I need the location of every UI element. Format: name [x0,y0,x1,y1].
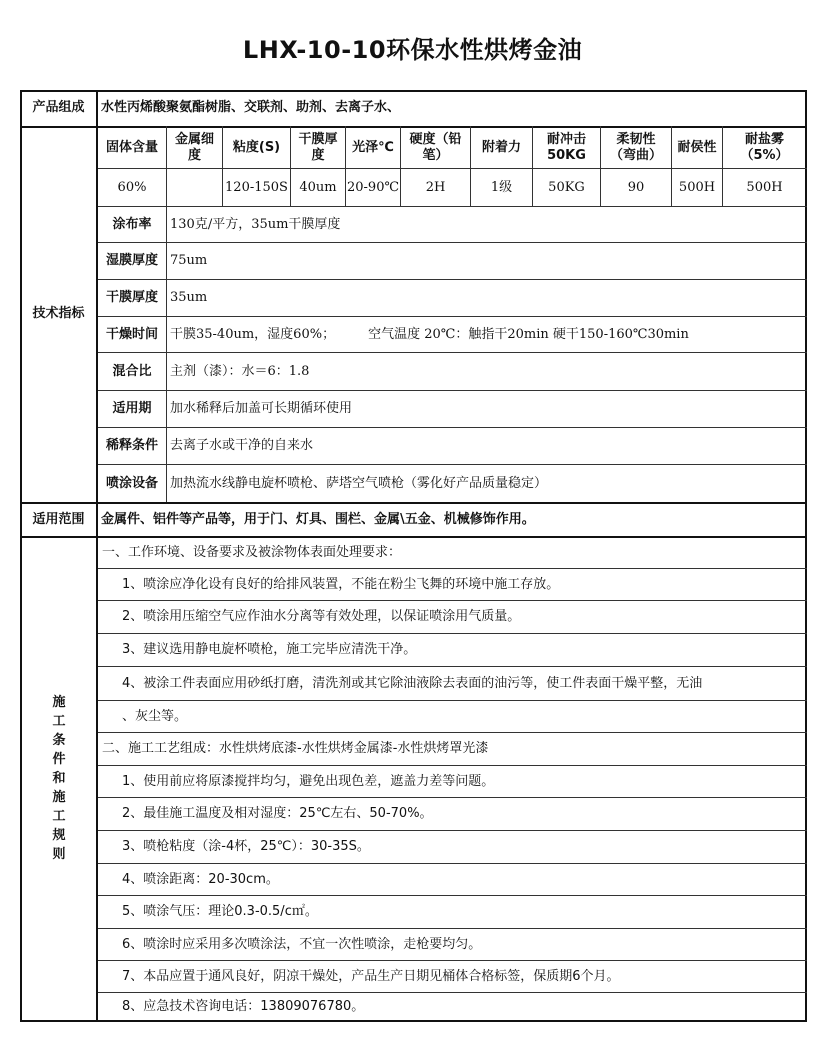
scope-label: 适用范围 [32,511,85,527]
tech-header: 耐冲击50KG [546,131,586,163]
tech-header: 干膜厚度 [298,131,338,163]
scope-value: 金属件、铝件等产品等，用于门、灯具、围栏、金属\五金、机械修饰作用。 [101,511,535,527]
tech-row-value: 35um [170,290,208,305]
tech-value: 20-90℃ [346,179,400,195]
tech-value: 500H [678,179,716,195]
rules-line: 1、喷涂应净化设有良好的给排风装置，不能在粉尘飞舞的环境中施工存放。 [122,576,560,592]
tech-row-label: 混合比 [112,363,152,379]
composition-label: 产品组成 [32,100,85,115]
rules-line: 二、施工工艺组成：水性烘烤底漆-水性烘烤金属漆-水性烘烤罩光漆 [102,741,489,756]
tech-row-value: 加热流水线静电旋杯喷枪、萨塔空气喷枪（雾化好产品质量稳定） [170,475,548,491]
tech-header: 粘度(S) [232,139,281,155]
tech-value: 2H [425,179,446,195]
tech-row-label: 稀释条件 [105,438,158,453]
rules-line: 、灰尘等。 [122,708,188,724]
document-title: LHX-10-10环保水性烘烤金油 [242,36,583,64]
rules-line: 4、被涂工件表面应用砂纸打磨，清洗剂或其它除油液除去表面的油污等，使工件表面干燥平整，无油 [122,675,703,691]
tech-value: 50KG [548,179,585,195]
rules-label: 施工条件和施工规则 [52,695,66,862]
tech-value: 40um [299,179,337,195]
composition-value: 水性丙烯酸聚氨酯树脂、交联剂、助剂、去离子水、 [101,100,401,115]
tech-row-label: 干膜厚度 [105,290,158,305]
tech-row-value: 主剂（漆）：水＝6：1.8 [170,363,310,379]
tech-row-label: 适用期 [112,401,152,416]
tech-header: 耐侯性 [677,139,717,155]
tech-row-label: 干燥时间 [105,326,158,342]
tech-row-value: 75um [170,253,208,268]
rules-line: 8、应急技术咨询电话：13809076780。 [122,999,365,1014]
rules-line: 4、喷涂距离：20-30cm。 [122,871,279,887]
tech-row-value: 加水稀释后加盖可长期循环使用 [170,401,353,416]
tech-header: 附着力 [481,139,521,155]
tech-value: 120-150S [225,179,288,195]
tech-header: 光泽℃ [352,139,394,155]
tech-header: 硬度（铅笔） [409,131,462,163]
tech-row-label: 喷涂设备 [105,475,158,491]
tech-row-value: 去离子水或干净的自来水 [170,438,314,453]
tech-header: 柔韧性（弯曲） [609,131,662,163]
rules-line: 3、建议选用静电旋杯喷枪，施工完毕应清洗干净。 [122,642,417,657]
tech-label: 技术指标 [32,306,85,321]
rules-line: 7、本品应置于通风良好，阴凉干燥处，产品生产日期见桶体合格标签，保质期6个月。 [122,968,620,984]
tech-row-value: 干膜35-40um，湿度60%； 空气温度 20℃：触指干20min 硬干150-160℃30min [170,326,689,342]
tech-header: 金属细度 [175,131,215,163]
rules-line: 2、最佳施工温度及相对湿度：25℃左右、50-70%。 [122,806,433,821]
rules-line: 2、喷涂用压缩空气应作油水分离等有效处理，以保证喷涂用气质量。 [122,609,521,624]
rules-line: 1、使用前应将原漆搅拌均匀，避免出现色差，遮盖力差等问题。 [122,773,495,789]
tech-row-value: 130克/平方，35um干膜厚度 [170,216,341,232]
tech-value: 60% [117,179,147,195]
tech-value: 90 [627,179,645,195]
tech-header: 耐盐雾（5%） [740,131,789,163]
rules-line: 6、喷涂时应采用多次喷涂法，不宜一次性喷涂，走枪要均匀。 [122,936,482,952]
tech-row-label: 涂布率 [112,216,152,232]
tech-value: 1级 [490,179,513,195]
tech-row-label: 湿膜厚度 [105,253,158,268]
rules-line: 一、工作环境、设备要求及被涂物体表面处理要求： [102,544,402,560]
tech-value [167,169,222,206]
tech-value: 500H [746,179,783,195]
tech-header: 固体含量 [105,139,158,155]
rules-line: 5、喷涂气压：理论0.3-0.5/c㎡。 [122,904,318,919]
rules-line: 3、喷枪粘度（涂-4杯，25℃）：30-35S。 [122,839,370,854]
